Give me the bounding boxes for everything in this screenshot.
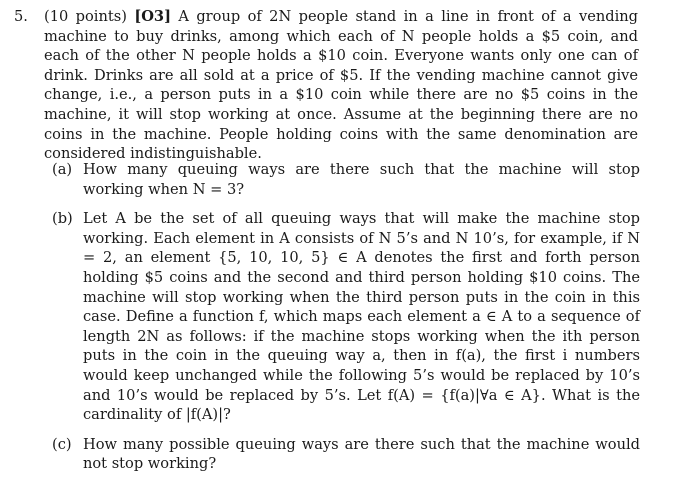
problem-5 [14, 7, 638, 164]
subpart-text: Let A be the set of all queuing ways that will make the machine stop working. Each element in A consists of N 5’s and N 10’s, for example, if N = 2, an element {5, 10, 10, 5} ∈ A denotes the first and forth person holding $5 coins and the second and third person holding $10 coins. The machine will stop working when the third person puts in the coin in this case. Define a function f, which maps each element a ∈ A to a sequence of length 2N as follows: if the machine stops working when the ith person puts in the coin in the queuing way a, then in f(a), the first i numbers would keep unchanged while the following 5’s would be replaced by 10’s and 10’s would be replaced by 5’s. Let f(A) = {f(a)|∀a ∈ A}. What is the cardinality of |f(A)|? [83, 210, 640, 424]
subpart-text: How many possible queuing ways are there such that the machine would not stop working? [83, 435, 640, 473]
subpart-label: (c) [52, 435, 72, 453]
problem-statement [44, 7, 638, 164]
problem-number: 5. [14, 8, 28, 25]
subpart-label: (a) [52, 161, 73, 178]
subpart-a [52, 160, 640, 199]
subpart-label: (b) [52, 210, 73, 228]
subpart-text: How many queuing ways are there such that the machine will stop working when N = 3? [83, 161, 640, 198]
subpart-c [52, 435, 640, 474]
subpart-b [52, 209, 640, 425]
problem-text: A group of 2N people stand in a line in front of a vending machine to buy drinks, among which each of N people holds a $5 coin, and each of the other N people holds a $10 coin. Everyone wants only one can of drink. Drinks are all sold at a price of $5. If the vending machine cannot give change, i.e., a person puts in a $10 coin while there are no $5 coins in the machine, it will stop working at once. Assume at the beginning there are no coins in the machine. People holding coins with the same denomination are considered indistinguishable. [44, 8, 638, 163]
problem-points: (10 points) [44, 8, 127, 25]
problem-tag: [O3] [134, 8, 171, 25]
subparts-list [52, 160, 640, 484]
